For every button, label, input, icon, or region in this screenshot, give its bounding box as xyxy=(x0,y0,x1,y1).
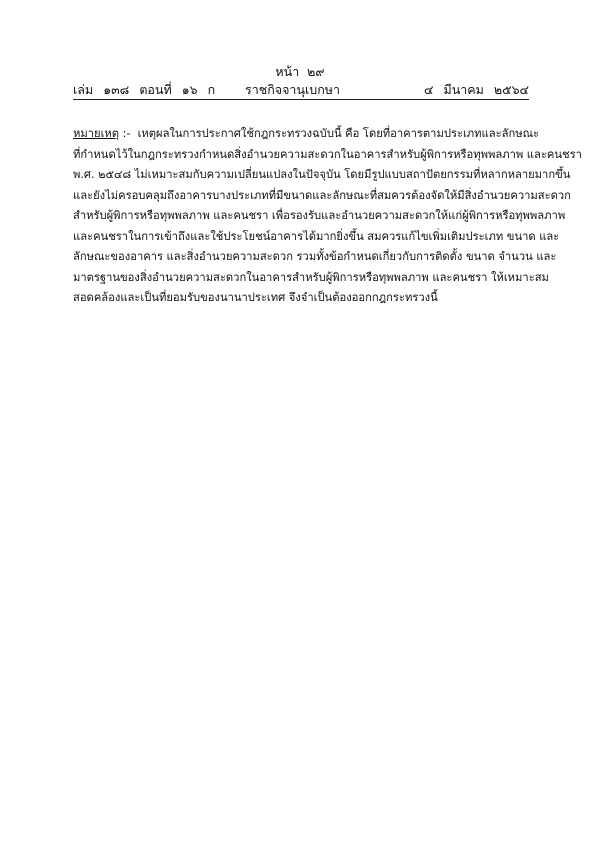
note-line-7: ลักษณะของอาคาร และสิ่งอำนวยความสะดวก รวมทั้งข้อกำหนดเกี่ยวกับการติดตั้ง ขนาด จำนวน และ xyxy=(73,250,557,263)
note-line-9: สอดคล้องและเป็นที่ยอมรับของนานาประเทศ จึงจำเป็นต้องออกกฎกระทรวงนี้ xyxy=(73,291,438,304)
header-divider xyxy=(73,99,529,100)
date-year: ๒๕๖๔ xyxy=(493,82,529,97)
note-line-5: สำหรับผู้พิการหรือทุพพลภาพ และคนชรา เพื่อรองรับและอำนวยความสะดวกให้แก่ผู้พิการหรือทุพพลภาพ xyxy=(73,209,566,222)
section-label: ตอนที่ xyxy=(139,82,172,97)
gazette-name: ราชกิจจานุเบกษา xyxy=(245,82,341,97)
note-line-8: มาตรฐานของสิ่งอำนวยความสะดวกในอาคารสำหรับผู้พิการหรือทุพพลภาพ และคนชรา ให้เหมาะสม xyxy=(73,270,549,284)
date-day: ๔ xyxy=(424,82,434,97)
note-line-6: และคนชราในการเข้าถึงและใช้ประโยชน์อาคารได้มากยิ่งขึ้น สมควรแก้ไขเพิ่มเติมประเภท ขนาด และ xyxy=(73,229,560,243)
note-text: เหตุผลในการประกาศใช้กฎกระทรวงฉบับนี้ คือ โดยที่อาคารตามประเภทและลักษณะ xyxy=(137,127,539,140)
volume-no: ๑๓๘ xyxy=(103,82,130,97)
note-label: หมายเหตุ xyxy=(73,127,120,140)
note-line-2: ที่กำหนดไว้ในกฎกระทรวงกำหนดสิ่งอำนวยความสะดวกในอาคารสำหรับผู้พิการหรือทุพพลภาพ และคนชรา xyxy=(73,147,582,161)
page-label: หน้า xyxy=(275,64,300,79)
note-line-3: พ.ศ. ๒๕๔๘ ไม่เหมาะสมกับความเปลี่ยนแปลงในปัจจุบัน โดยมีรูปแบบสถาปัตยกรรมที่หลากหลายมากขึ้น xyxy=(73,168,571,181)
section-no: ๑๖ xyxy=(181,82,198,97)
note-line-4: และยังไม่ครอบคลุมถึงอาคารบางประเภทที่มีขนาดและลักษณะที่สมควรต้องจัดให้มีสิ่งอำนวยความสะดวก xyxy=(73,188,571,202)
page-number xyxy=(0,62,600,82)
page-no: ๒๙ xyxy=(307,64,325,79)
issue-info xyxy=(73,80,225,100)
note-separator: :- xyxy=(122,127,131,140)
note-line-1 xyxy=(73,124,539,145)
note-paragraph xyxy=(73,124,582,309)
section-suffix: ก xyxy=(207,82,216,97)
issue-date xyxy=(414,80,529,100)
volume-label: เล่ม xyxy=(73,82,94,97)
gazette-header xyxy=(73,80,529,98)
date-month: มีนาคม xyxy=(443,82,484,97)
